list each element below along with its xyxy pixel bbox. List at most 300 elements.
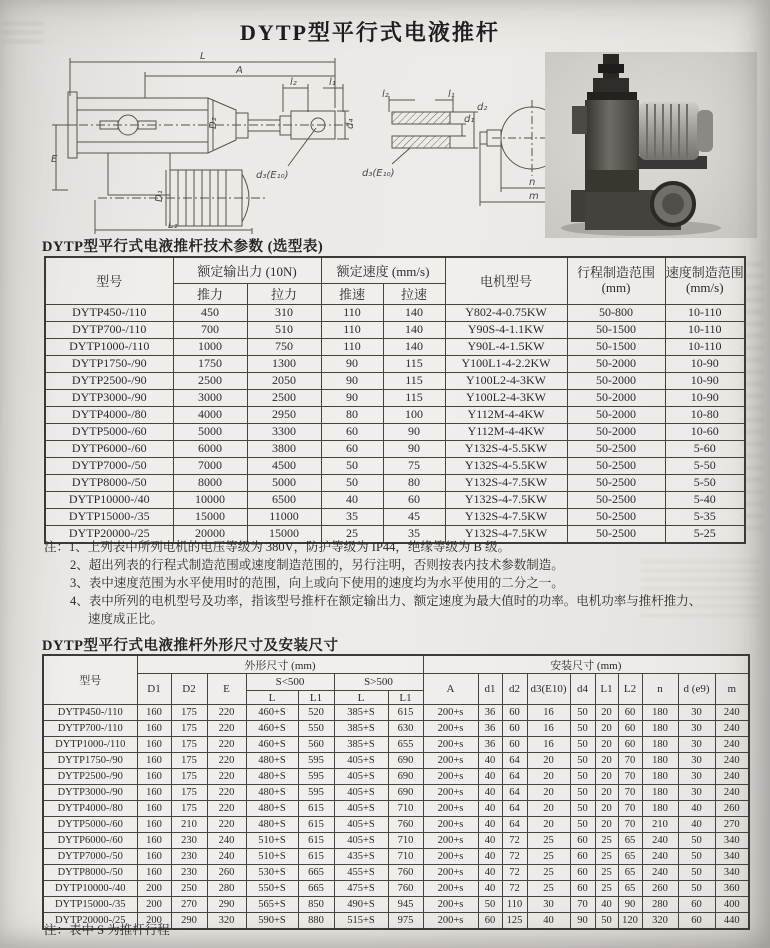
cell: 50 bbox=[678, 881, 715, 897]
cell: 10-110 bbox=[665, 304, 745, 321]
dim-label-l1: l₁ bbox=[329, 77, 336, 88]
cell: 10-60 bbox=[665, 423, 745, 440]
col-model: 型号 bbox=[43, 655, 137, 705]
cell: 405+S bbox=[334, 769, 388, 785]
cell: 975 bbox=[388, 913, 423, 930]
cell: DYTP8000-/50 bbox=[45, 474, 173, 491]
col-motor-model: 电机型号 bbox=[445, 257, 567, 304]
col-speed-range: 速度制造范围 (mm/s) bbox=[665, 257, 745, 304]
cell: 60 bbox=[618, 721, 642, 737]
cell: DYTP6000-/60 bbox=[43, 833, 137, 849]
table-row bbox=[45, 457, 745, 474]
cell: 200 bbox=[137, 897, 171, 913]
cell: 200+s bbox=[423, 897, 478, 913]
cell: Y112M-4-4KW bbox=[445, 423, 567, 440]
col-L1-gt: L1 bbox=[388, 691, 423, 705]
table-row bbox=[43, 705, 749, 721]
cell: 460+S bbox=[246, 737, 298, 753]
cell: 200+s bbox=[423, 801, 478, 817]
stroke-footnote: 注：表中 S 为推杆行程 bbox=[44, 923, 170, 937]
cell: 220 bbox=[207, 737, 246, 753]
cell: 510+S bbox=[246, 833, 298, 849]
cell: 240 bbox=[642, 833, 678, 849]
cell: 240 bbox=[715, 785, 749, 801]
cell: 175 bbox=[171, 785, 207, 801]
cell: 455+S bbox=[334, 865, 388, 881]
cell: 200+s bbox=[423, 785, 478, 801]
table-row bbox=[43, 849, 749, 865]
table-row bbox=[45, 372, 745, 389]
cell: 20 bbox=[595, 785, 618, 801]
cell: 175 bbox=[171, 769, 207, 785]
table-row bbox=[43, 737, 749, 753]
cell: 60 bbox=[570, 881, 595, 897]
cell: 595 bbox=[298, 769, 334, 785]
col-L2: L2 bbox=[618, 674, 642, 705]
cell: 240 bbox=[207, 833, 246, 849]
cell: Y112M-4-4KW bbox=[445, 406, 567, 423]
cell: 200 bbox=[137, 913, 171, 930]
cell: 115 bbox=[383, 389, 445, 406]
cell: 20 bbox=[527, 785, 570, 801]
cell: 260 bbox=[715, 801, 749, 817]
cell: 5-50 bbox=[665, 457, 745, 474]
col-d-e9: d (e9) bbox=[678, 674, 715, 705]
cell: 550 bbox=[298, 721, 334, 737]
cell: DYTP15000-/35 bbox=[43, 897, 137, 913]
cell: 16 bbox=[527, 721, 570, 737]
cell: 690 bbox=[388, 785, 423, 801]
cell: DYTP20000-/25 bbox=[43, 913, 137, 930]
table-row bbox=[43, 865, 749, 881]
cell: 690 bbox=[388, 753, 423, 769]
cell: 160 bbox=[137, 801, 171, 817]
cell: 510 bbox=[247, 321, 321, 338]
cell: 25 bbox=[595, 833, 618, 849]
cell: 40 bbox=[678, 801, 715, 817]
cell: 72 bbox=[502, 833, 527, 849]
cell: 11000 bbox=[247, 508, 321, 525]
col-d3: d3(E10) bbox=[527, 674, 570, 705]
cell: 16 bbox=[527, 705, 570, 721]
cell: 10-110 bbox=[665, 321, 745, 338]
cell: DYTP6000-/60 bbox=[45, 440, 173, 457]
cell: 200+s bbox=[423, 865, 478, 881]
cell: 220 bbox=[207, 753, 246, 769]
col-E: E bbox=[207, 674, 246, 705]
cell: 750 bbox=[247, 338, 321, 355]
cell: 175 bbox=[171, 721, 207, 737]
cell: 615 bbox=[298, 801, 334, 817]
cell: 40 bbox=[478, 817, 502, 833]
cell: 10-80 bbox=[665, 406, 745, 423]
cell: 64 bbox=[502, 769, 527, 785]
cell: 64 bbox=[502, 753, 527, 769]
cell: 10-110 bbox=[665, 338, 745, 355]
dim-label-E: E bbox=[51, 154, 58, 165]
cell: 230 bbox=[171, 849, 207, 865]
cell: 5000 bbox=[173, 423, 247, 440]
cell: 50 bbox=[678, 833, 715, 849]
cell: 530+S bbox=[246, 865, 298, 881]
dim-label-d1-detail: d₁ bbox=[464, 114, 475, 125]
cell: 700 bbox=[173, 321, 247, 338]
cell: DYTP1000-/110 bbox=[43, 737, 137, 753]
table-row bbox=[45, 406, 745, 423]
cell: Y90S-4-1.1KW bbox=[445, 321, 567, 338]
cell: 180 bbox=[642, 753, 678, 769]
cell: 240 bbox=[642, 865, 678, 881]
cell: 3300 bbox=[247, 423, 321, 440]
cell: 50 bbox=[570, 801, 595, 817]
cell: 405+S bbox=[334, 801, 388, 817]
cell: 50-2500 bbox=[567, 474, 665, 491]
cell: 72 bbox=[502, 881, 527, 897]
cell: 160 bbox=[137, 705, 171, 721]
table-row bbox=[43, 833, 749, 849]
cell: 320 bbox=[642, 913, 678, 930]
cell: 50-2500 bbox=[567, 508, 665, 525]
cell: 60 bbox=[321, 440, 383, 457]
cell: DYTP1750-/90 bbox=[43, 753, 137, 769]
cell: 260 bbox=[207, 865, 246, 881]
col-A: A bbox=[423, 674, 478, 705]
cell: 10-90 bbox=[665, 389, 745, 406]
cell: 320 bbox=[207, 913, 246, 930]
cell: 160 bbox=[137, 817, 171, 833]
cell: 70 bbox=[570, 897, 595, 913]
cell: DYTP4000-/80 bbox=[43, 801, 137, 817]
cell: 710 bbox=[388, 801, 423, 817]
cell: 480+S bbox=[246, 785, 298, 801]
dimensions-table bbox=[42, 654, 750, 930]
cell: 160 bbox=[137, 865, 171, 881]
cell: 20 bbox=[595, 705, 618, 721]
cell: 945 bbox=[388, 897, 423, 913]
cell: 6000 bbox=[173, 440, 247, 457]
dim-label-d2-detail: d₂ bbox=[477, 102, 488, 113]
cell: 50 bbox=[570, 753, 595, 769]
cell: 250 bbox=[171, 881, 207, 897]
cell: 50-800 bbox=[567, 304, 665, 321]
cell: 3800 bbox=[247, 440, 321, 457]
cell: DYTP1750-/90 bbox=[45, 355, 173, 372]
cell: 240 bbox=[207, 849, 246, 865]
cell: Y132S-4-5.5KW bbox=[445, 457, 567, 474]
cell: 20 bbox=[595, 769, 618, 785]
table-row bbox=[45, 355, 745, 372]
cell: 175 bbox=[171, 753, 207, 769]
cell: 50-2000 bbox=[567, 372, 665, 389]
table-row bbox=[45, 440, 745, 457]
cell: 50 bbox=[570, 785, 595, 801]
cell: 40 bbox=[595, 897, 618, 913]
cell: 65 bbox=[618, 865, 642, 881]
cell: 405+S bbox=[334, 753, 388, 769]
dim-label-l2: l₂ bbox=[290, 77, 297, 88]
col-D2: D2 bbox=[171, 674, 207, 705]
cell: 40 bbox=[527, 913, 570, 930]
cell: 15000 bbox=[173, 508, 247, 525]
cell: 64 bbox=[502, 817, 527, 833]
cell: 480+S bbox=[246, 753, 298, 769]
cell: 615 bbox=[388, 705, 423, 721]
cell: 50-2000 bbox=[567, 406, 665, 423]
cell: 460+S bbox=[246, 721, 298, 737]
cell: 220 bbox=[207, 721, 246, 737]
cell: 50 bbox=[570, 737, 595, 753]
cell: 20 bbox=[527, 817, 570, 833]
cell: 30 bbox=[678, 769, 715, 785]
cell: 36 bbox=[478, 721, 502, 737]
table-row bbox=[43, 801, 749, 817]
cell: 25 bbox=[595, 881, 618, 897]
cell: 665 bbox=[298, 865, 334, 881]
cell: 5-35 bbox=[665, 508, 745, 525]
cell: 160 bbox=[137, 849, 171, 865]
col-L1-lt: L1 bbox=[298, 691, 334, 705]
cell: 405+S bbox=[334, 817, 388, 833]
cell: 440 bbox=[715, 913, 749, 930]
cell: 290 bbox=[207, 897, 246, 913]
cell: Y100L1-4-2.2KW bbox=[445, 355, 567, 372]
cell: 50 bbox=[321, 474, 383, 491]
cell: 40 bbox=[321, 491, 383, 508]
cell: 60 bbox=[570, 849, 595, 865]
cell: 180 bbox=[642, 769, 678, 785]
col-s-gt-500: S>500 bbox=[334, 674, 423, 691]
table-row bbox=[45, 491, 745, 508]
cell: 200+s bbox=[423, 833, 478, 849]
cell: 175 bbox=[171, 705, 207, 721]
section1-heading: DYTP型平行式电液推杆技术参数 (选型表) bbox=[42, 239, 324, 255]
cell: 200+s bbox=[423, 753, 478, 769]
cell: 30 bbox=[678, 721, 715, 737]
table-row bbox=[45, 338, 745, 355]
col-outline-dims: 外形尺寸 (mm) bbox=[137, 655, 423, 674]
cell: 50-1500 bbox=[567, 338, 665, 355]
dim-label-n: n bbox=[529, 177, 536, 188]
cell: 880 bbox=[298, 913, 334, 930]
cell: 460+S bbox=[246, 705, 298, 721]
dim-label-d4: d₄ bbox=[345, 118, 356, 129]
cell: 260 bbox=[642, 881, 678, 897]
cell: 50 bbox=[570, 769, 595, 785]
cell: 36 bbox=[478, 705, 502, 721]
cell: 50 bbox=[321, 457, 383, 474]
cell: 140 bbox=[383, 304, 445, 321]
cell: 160 bbox=[137, 785, 171, 801]
cell: 200+s bbox=[423, 769, 478, 785]
cell: 50-2000 bbox=[567, 423, 665, 440]
cell: 50 bbox=[570, 817, 595, 833]
cell: 175 bbox=[171, 737, 207, 753]
cell: 50-2500 bbox=[567, 525, 665, 543]
cell: 240 bbox=[715, 721, 749, 737]
cell: 160 bbox=[137, 721, 171, 737]
cell: Y90L-4-1.5KW bbox=[445, 338, 567, 355]
cell: DYTP15000-/35 bbox=[45, 508, 173, 525]
cell: 180 bbox=[642, 801, 678, 817]
cell: 480+S bbox=[246, 817, 298, 833]
cell: 160 bbox=[137, 753, 171, 769]
cell: DYTP20000-/25 bbox=[45, 525, 173, 543]
cell: 490+S bbox=[334, 897, 388, 913]
cell: 2500 bbox=[247, 389, 321, 406]
cell: 16 bbox=[527, 737, 570, 753]
cell: 50 bbox=[570, 721, 595, 737]
cell: 510+S bbox=[246, 849, 298, 865]
cell: 65 bbox=[618, 849, 642, 865]
cell: DYTP2500-/90 bbox=[45, 372, 173, 389]
cell: 115 bbox=[383, 355, 445, 372]
cell: 25 bbox=[527, 865, 570, 881]
cell: 40 bbox=[478, 865, 502, 881]
cell: Y132S-4-7.5KW bbox=[445, 508, 567, 525]
cell: 110 bbox=[321, 321, 383, 338]
cell: 110 bbox=[321, 338, 383, 355]
cell: 435+S bbox=[334, 849, 388, 865]
cell: 200+s bbox=[423, 881, 478, 897]
cell: 90 bbox=[321, 372, 383, 389]
cell: 50-1500 bbox=[567, 321, 665, 338]
cell: 35 bbox=[383, 525, 445, 543]
cell: 270 bbox=[715, 817, 749, 833]
cell: 200+s bbox=[423, 849, 478, 865]
table-row bbox=[43, 817, 749, 833]
cell: 50-2000 bbox=[567, 389, 665, 406]
cell: DYTP2500-/90 bbox=[43, 769, 137, 785]
cell: 90 bbox=[383, 423, 445, 440]
cell: 5-25 bbox=[665, 525, 745, 543]
cell: 515+S bbox=[334, 913, 388, 930]
table-row bbox=[43, 721, 749, 737]
cell: 25 bbox=[527, 881, 570, 897]
cell: 20 bbox=[595, 753, 618, 769]
cell: 25 bbox=[321, 525, 383, 543]
cell: 665 bbox=[298, 881, 334, 897]
cell: Y132S-4-7.5KW bbox=[445, 525, 567, 543]
cell: 20 bbox=[595, 737, 618, 753]
note-line: 速度成正比。 bbox=[88, 612, 164, 626]
cell: 90 bbox=[383, 440, 445, 457]
cell: 20000 bbox=[173, 525, 247, 543]
cell: 60 bbox=[502, 721, 527, 737]
cell: 310 bbox=[247, 304, 321, 321]
cell: 5-40 bbox=[665, 491, 745, 508]
cell: 405+S bbox=[334, 833, 388, 849]
cell: 590+S bbox=[246, 913, 298, 930]
col-stroke-range: 行程制造范围 (mm) bbox=[567, 257, 665, 304]
cell: 70 bbox=[618, 801, 642, 817]
dim-label-l2-detail: l₂ bbox=[382, 89, 389, 100]
cell: 480+S bbox=[246, 801, 298, 817]
cell: 70 bbox=[618, 769, 642, 785]
cell: 4000 bbox=[173, 406, 247, 423]
cell: 385+S bbox=[334, 737, 388, 753]
col-install-dims: 安装尺寸 (mm) bbox=[423, 655, 749, 674]
cell: 230 bbox=[171, 865, 207, 881]
cell: 2050 bbox=[247, 372, 321, 389]
cell: 200 bbox=[137, 881, 171, 897]
cell: 50 bbox=[478, 897, 502, 913]
cell: 220 bbox=[207, 785, 246, 801]
cell: 80 bbox=[383, 474, 445, 491]
cell: 8000 bbox=[173, 474, 247, 491]
table-row bbox=[43, 881, 749, 897]
table-row bbox=[43, 785, 749, 801]
cell: 1750 bbox=[173, 355, 247, 372]
cell: 565+S bbox=[246, 897, 298, 913]
cell: 210 bbox=[642, 817, 678, 833]
col-d1: d1 bbox=[478, 674, 502, 705]
cell: 125 bbox=[502, 913, 527, 930]
cell: 60 bbox=[502, 737, 527, 753]
cell: 40 bbox=[478, 849, 502, 865]
cell: DYTP450-/110 bbox=[45, 304, 173, 321]
col-D1: D1 bbox=[137, 674, 171, 705]
cell: 760 bbox=[388, 865, 423, 881]
cell: 50-2500 bbox=[567, 491, 665, 508]
page-title: DYTP型平行式电液推杆 bbox=[240, 20, 500, 45]
col-L-gt: L bbox=[334, 691, 388, 705]
table-row bbox=[45, 321, 745, 338]
col-pull-speed: 拉速 bbox=[383, 283, 445, 304]
table-row bbox=[45, 508, 745, 525]
cell: 340 bbox=[715, 849, 749, 865]
cell: 72 bbox=[502, 849, 527, 865]
col-pull-force: 拉力 bbox=[247, 283, 321, 304]
cell: 475+S bbox=[334, 881, 388, 897]
dim-label-l1-detail: l₁ bbox=[448, 89, 455, 100]
col-rated-speed: 额定速度 (mm/s) bbox=[321, 257, 445, 283]
cell: 90 bbox=[321, 389, 383, 406]
cell: 160 bbox=[137, 833, 171, 849]
col-m: m bbox=[715, 674, 749, 705]
cell: 15000 bbox=[247, 525, 321, 543]
cell: Y802-4-0.75KW bbox=[445, 304, 567, 321]
cell: 200+s bbox=[423, 737, 478, 753]
table-row bbox=[43, 769, 749, 785]
cell: Y100L2-4-3KW bbox=[445, 372, 567, 389]
cell: DYTP3000-/90 bbox=[43, 785, 137, 801]
dim-label-m: m bbox=[529, 191, 539, 202]
dimension-drawing bbox=[40, 50, 540, 235]
cell: 40 bbox=[478, 753, 502, 769]
cell: 40 bbox=[478, 785, 502, 801]
col-L1: L1 bbox=[595, 674, 618, 705]
cell: 280 bbox=[642, 897, 678, 913]
cell: 110 bbox=[502, 897, 527, 913]
cell: DYTP10000-/40 bbox=[45, 491, 173, 508]
cell: 75 bbox=[383, 457, 445, 474]
cell: 36 bbox=[478, 737, 502, 753]
dim-label-L: L bbox=[200, 51, 206, 62]
cell: 480+S bbox=[246, 769, 298, 785]
dim-label-d3-detail: d₃(E₁₀) bbox=[362, 168, 395, 179]
cell: 850 bbox=[298, 897, 334, 913]
cell: 5-60 bbox=[665, 440, 745, 457]
cell: 385+S bbox=[334, 721, 388, 737]
cell: 60 bbox=[618, 705, 642, 721]
dim-label-D2: D₂ bbox=[208, 117, 219, 129]
cell: 400 bbox=[715, 897, 749, 913]
cell: 25 bbox=[527, 849, 570, 865]
cell: 5000 bbox=[247, 474, 321, 491]
cell: 70 bbox=[618, 785, 642, 801]
col-rated-output: 额定输出力 (10N) bbox=[173, 257, 321, 283]
cell: 220 bbox=[207, 705, 246, 721]
